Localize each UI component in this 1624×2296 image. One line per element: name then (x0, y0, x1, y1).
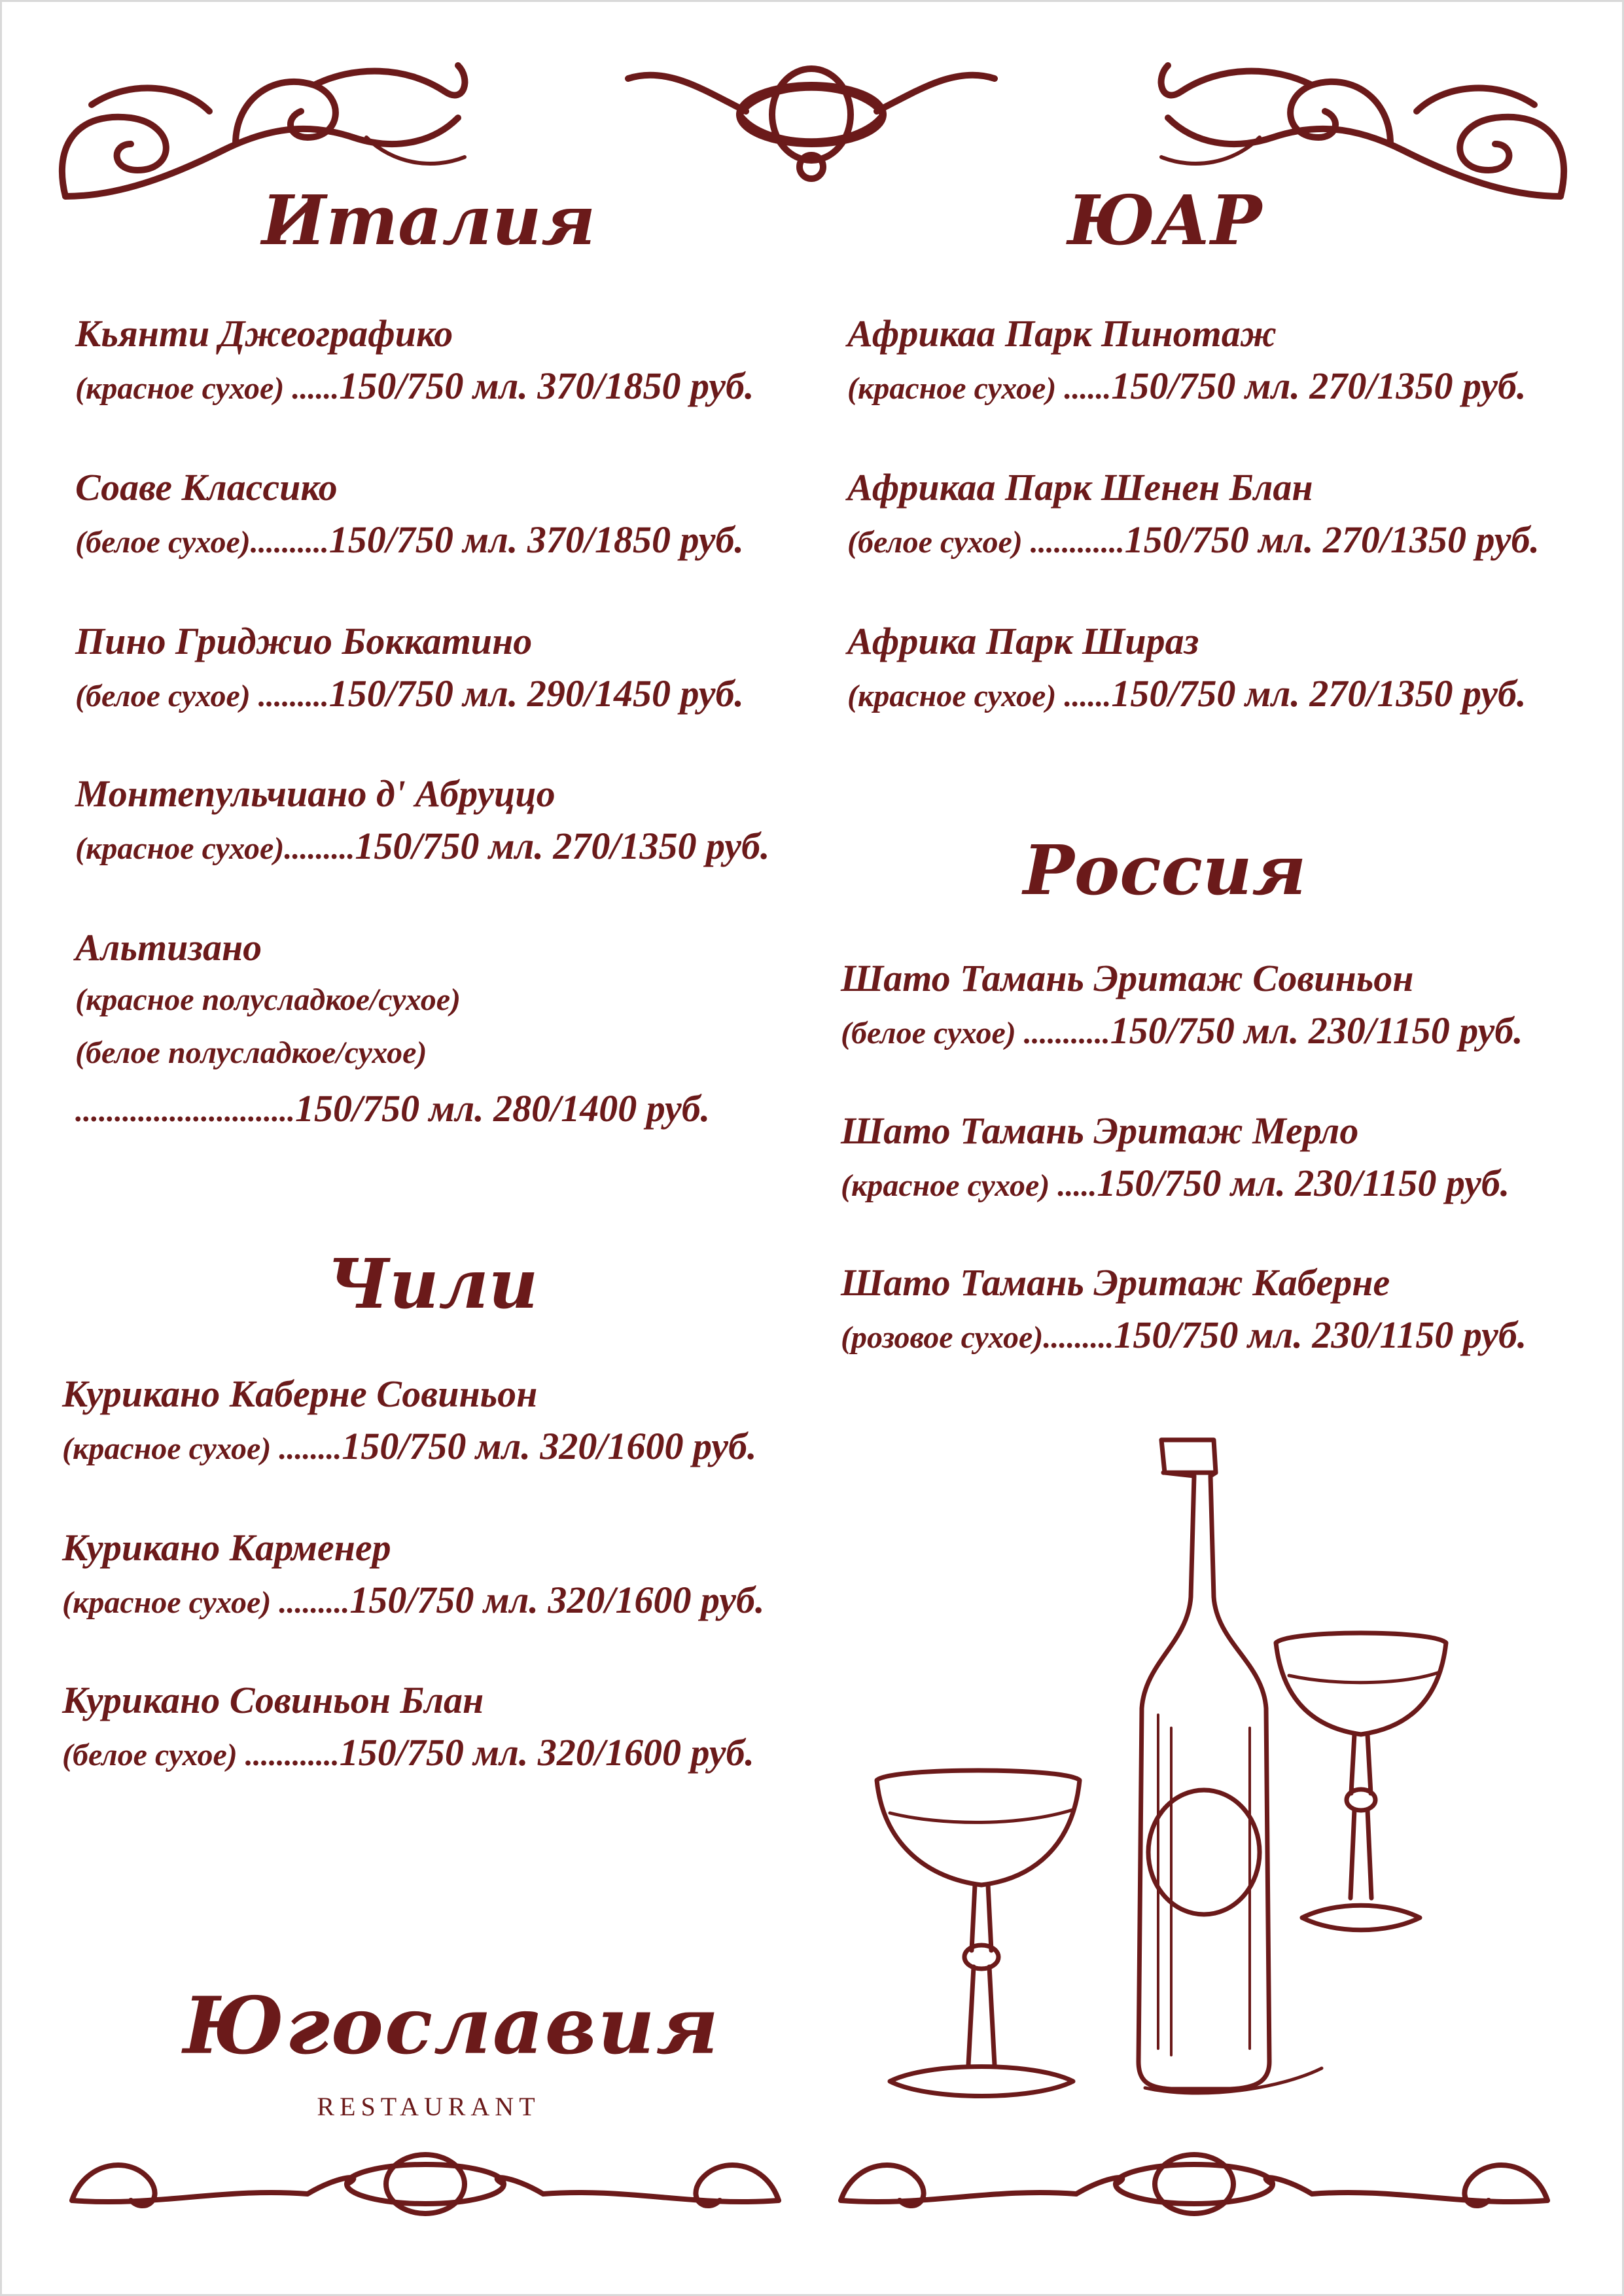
wine-type (75, 974, 710, 1033)
wine-name: Курикано Карменер (62, 1526, 391, 1569)
dot-leader: ......... (1043, 1320, 1114, 1355)
wine-type (75, 1027, 710, 1086)
wine-details (62, 1574, 764, 1636)
wine-name: Шато Тамань Эритаж Каберне (841, 1261, 1390, 1304)
wine-price: 150/750 мл. 280/1400 руб. (295, 1087, 711, 1130)
wine-type: (белое сухое) (847, 525, 1023, 560)
wine-type: (красное сухое) (75, 371, 285, 406)
wine-item (841, 952, 1523, 1067)
section-title-chile: Чили (327, 1244, 538, 1324)
section-title-south-africa: ЮАР (1067, 180, 1262, 260)
wine-details (75, 514, 744, 576)
wine-type-red: (красное полусладкое/сухое) (75, 982, 461, 1017)
wine-name: Шато Тамань Эритаж Мерло (841, 1109, 1359, 1152)
dot-leader: ...... (284, 371, 340, 406)
dot-leader: ............ (237, 1738, 340, 1772)
wine-name: Пино Гриджио Боккатино (75, 620, 533, 662)
wine-type: (красное сухое) (75, 831, 285, 866)
wine-details (847, 360, 1526, 422)
wine-details (841, 1157, 1509, 1219)
wine-item (841, 1105, 1509, 1219)
wine-type: (красное сухое) (847, 371, 1057, 406)
wine-item (75, 922, 710, 1145)
wine-type: (красное сухое) (847, 679, 1057, 713)
wine-item (841, 1257, 1527, 1371)
wine-type: (белое сухое) (75, 525, 251, 560)
wine-price: 150/750 мл. 230/1150 руб. (1110, 1009, 1523, 1052)
wine-item (75, 461, 744, 576)
wine-price: 150/750 мл. 320/1600 руб. (349, 1579, 765, 1621)
dot-leader: ......... (284, 831, 355, 866)
wine-price: 150/750 мл. 290/1450 руб. (328, 672, 744, 715)
wine-details (62, 1727, 754, 1789)
wine-details (75, 820, 769, 882)
wine-item (847, 308, 1526, 422)
wine-details (62, 1420, 756, 1482)
wine-item (847, 615, 1526, 730)
knot-ornament-top-icon (615, 52, 1008, 183)
wine-name: Африкаа Парк Пинотаж (847, 312, 1277, 355)
wine-item (75, 308, 754, 422)
wine-details (847, 514, 1540, 576)
wine-name: Монтепульчиано д' Абруццо (75, 772, 556, 815)
wine-name: Курикано Каберне Совиньон (62, 1372, 538, 1415)
wine-name: Африка Парк Шираз (847, 620, 1199, 662)
wine-item (847, 461, 1540, 576)
wine-item (75, 768, 769, 882)
dot-leader: ..... (1050, 1168, 1097, 1203)
wine-price: 150/750 мл. 270/1350 руб. (1111, 365, 1527, 407)
wine-item (62, 1522, 764, 1636)
dot-leader: .......... (250, 525, 329, 560)
wine-details (847, 668, 1526, 730)
wine-item (62, 1368, 756, 1482)
wine-type: (красное сухое) (62, 1431, 272, 1466)
wine-name: Шато Тамань Эритаж Совиньон (841, 957, 1414, 999)
wine-details (75, 360, 754, 422)
dot-leader: ........ (271, 1431, 342, 1466)
wine-name: Курикано Совиньон Блан (62, 1679, 484, 1721)
wine-price: 150/750 мл. 270/1350 руб. (355, 825, 770, 867)
wine-type: (красное сухое) (841, 1168, 1050, 1203)
dot-leader: ............ (1022, 525, 1125, 560)
wine-item (62, 1674, 754, 1789)
section-title-russia: Россия (1023, 830, 1307, 910)
wine-details (75, 1083, 710, 1145)
wine-name: Соаве Классико (75, 466, 338, 509)
dot-leader: ......... (271, 1585, 350, 1620)
section-title-italy: Италия (262, 180, 596, 260)
dot-leader: ........... (1015, 1016, 1110, 1050)
wine-name: Кьянти Джеографико (75, 312, 453, 355)
wine-price: 150/750 мл. 230/1150 руб. (1097, 1162, 1510, 1204)
wine-bottle-and-glasses-illustration (864, 1427, 1466, 2134)
wine-type-white: (белое полусладкое/сухое) (75, 1035, 427, 1070)
border-flourish-bottom-left-icon (59, 2135, 792, 2220)
dot-leader: ...... (1056, 371, 1112, 406)
dot-leader: ............................ (75, 1094, 295, 1128)
wine-type: (розовое сухое) (841, 1320, 1044, 1355)
wine-item (75, 615, 744, 730)
wine-price: 150/750 мл. 270/1350 руб. (1124, 518, 1540, 561)
wine-price: 150/750 мл. 230/1150 руб. (1114, 1314, 1527, 1356)
wine-details (841, 1309, 1527, 1371)
wine-details (75, 668, 744, 730)
border-flourish-bottom-right-icon (828, 2135, 1561, 2220)
wine-type: (белое сухое) (841, 1016, 1016, 1050)
wine-price: 150/750 мл. 370/1850 руб. (328, 518, 744, 561)
wine-price: 150/750 мл. 320/1600 руб. (342, 1425, 757, 1467)
wine-price: 150/750 мл. 320/1600 руб. (339, 1731, 754, 1774)
dot-leader: ......... (250, 679, 329, 713)
wine-name: Альтизано (75, 926, 262, 969)
wine-details (841, 1005, 1523, 1067)
dot-leader: ...... (1056, 679, 1112, 713)
wine-type: (белое сухое) (62, 1738, 238, 1772)
wine-price: 150/750 мл. 270/1350 руб. (1111, 672, 1527, 715)
restaurant-logo: Югославия (183, 1980, 720, 2072)
restaurant-logo-subtitle: RESTAURANT (317, 2092, 540, 2121)
wine-price: 150/750 мл. 370/1850 руб. (339, 365, 754, 407)
wine-type: (белое сухое) (75, 679, 251, 713)
wine-type: (красное сухое) (62, 1585, 272, 1620)
wine-name: Африкаа Парк Шенен Блан (847, 466, 1313, 509)
